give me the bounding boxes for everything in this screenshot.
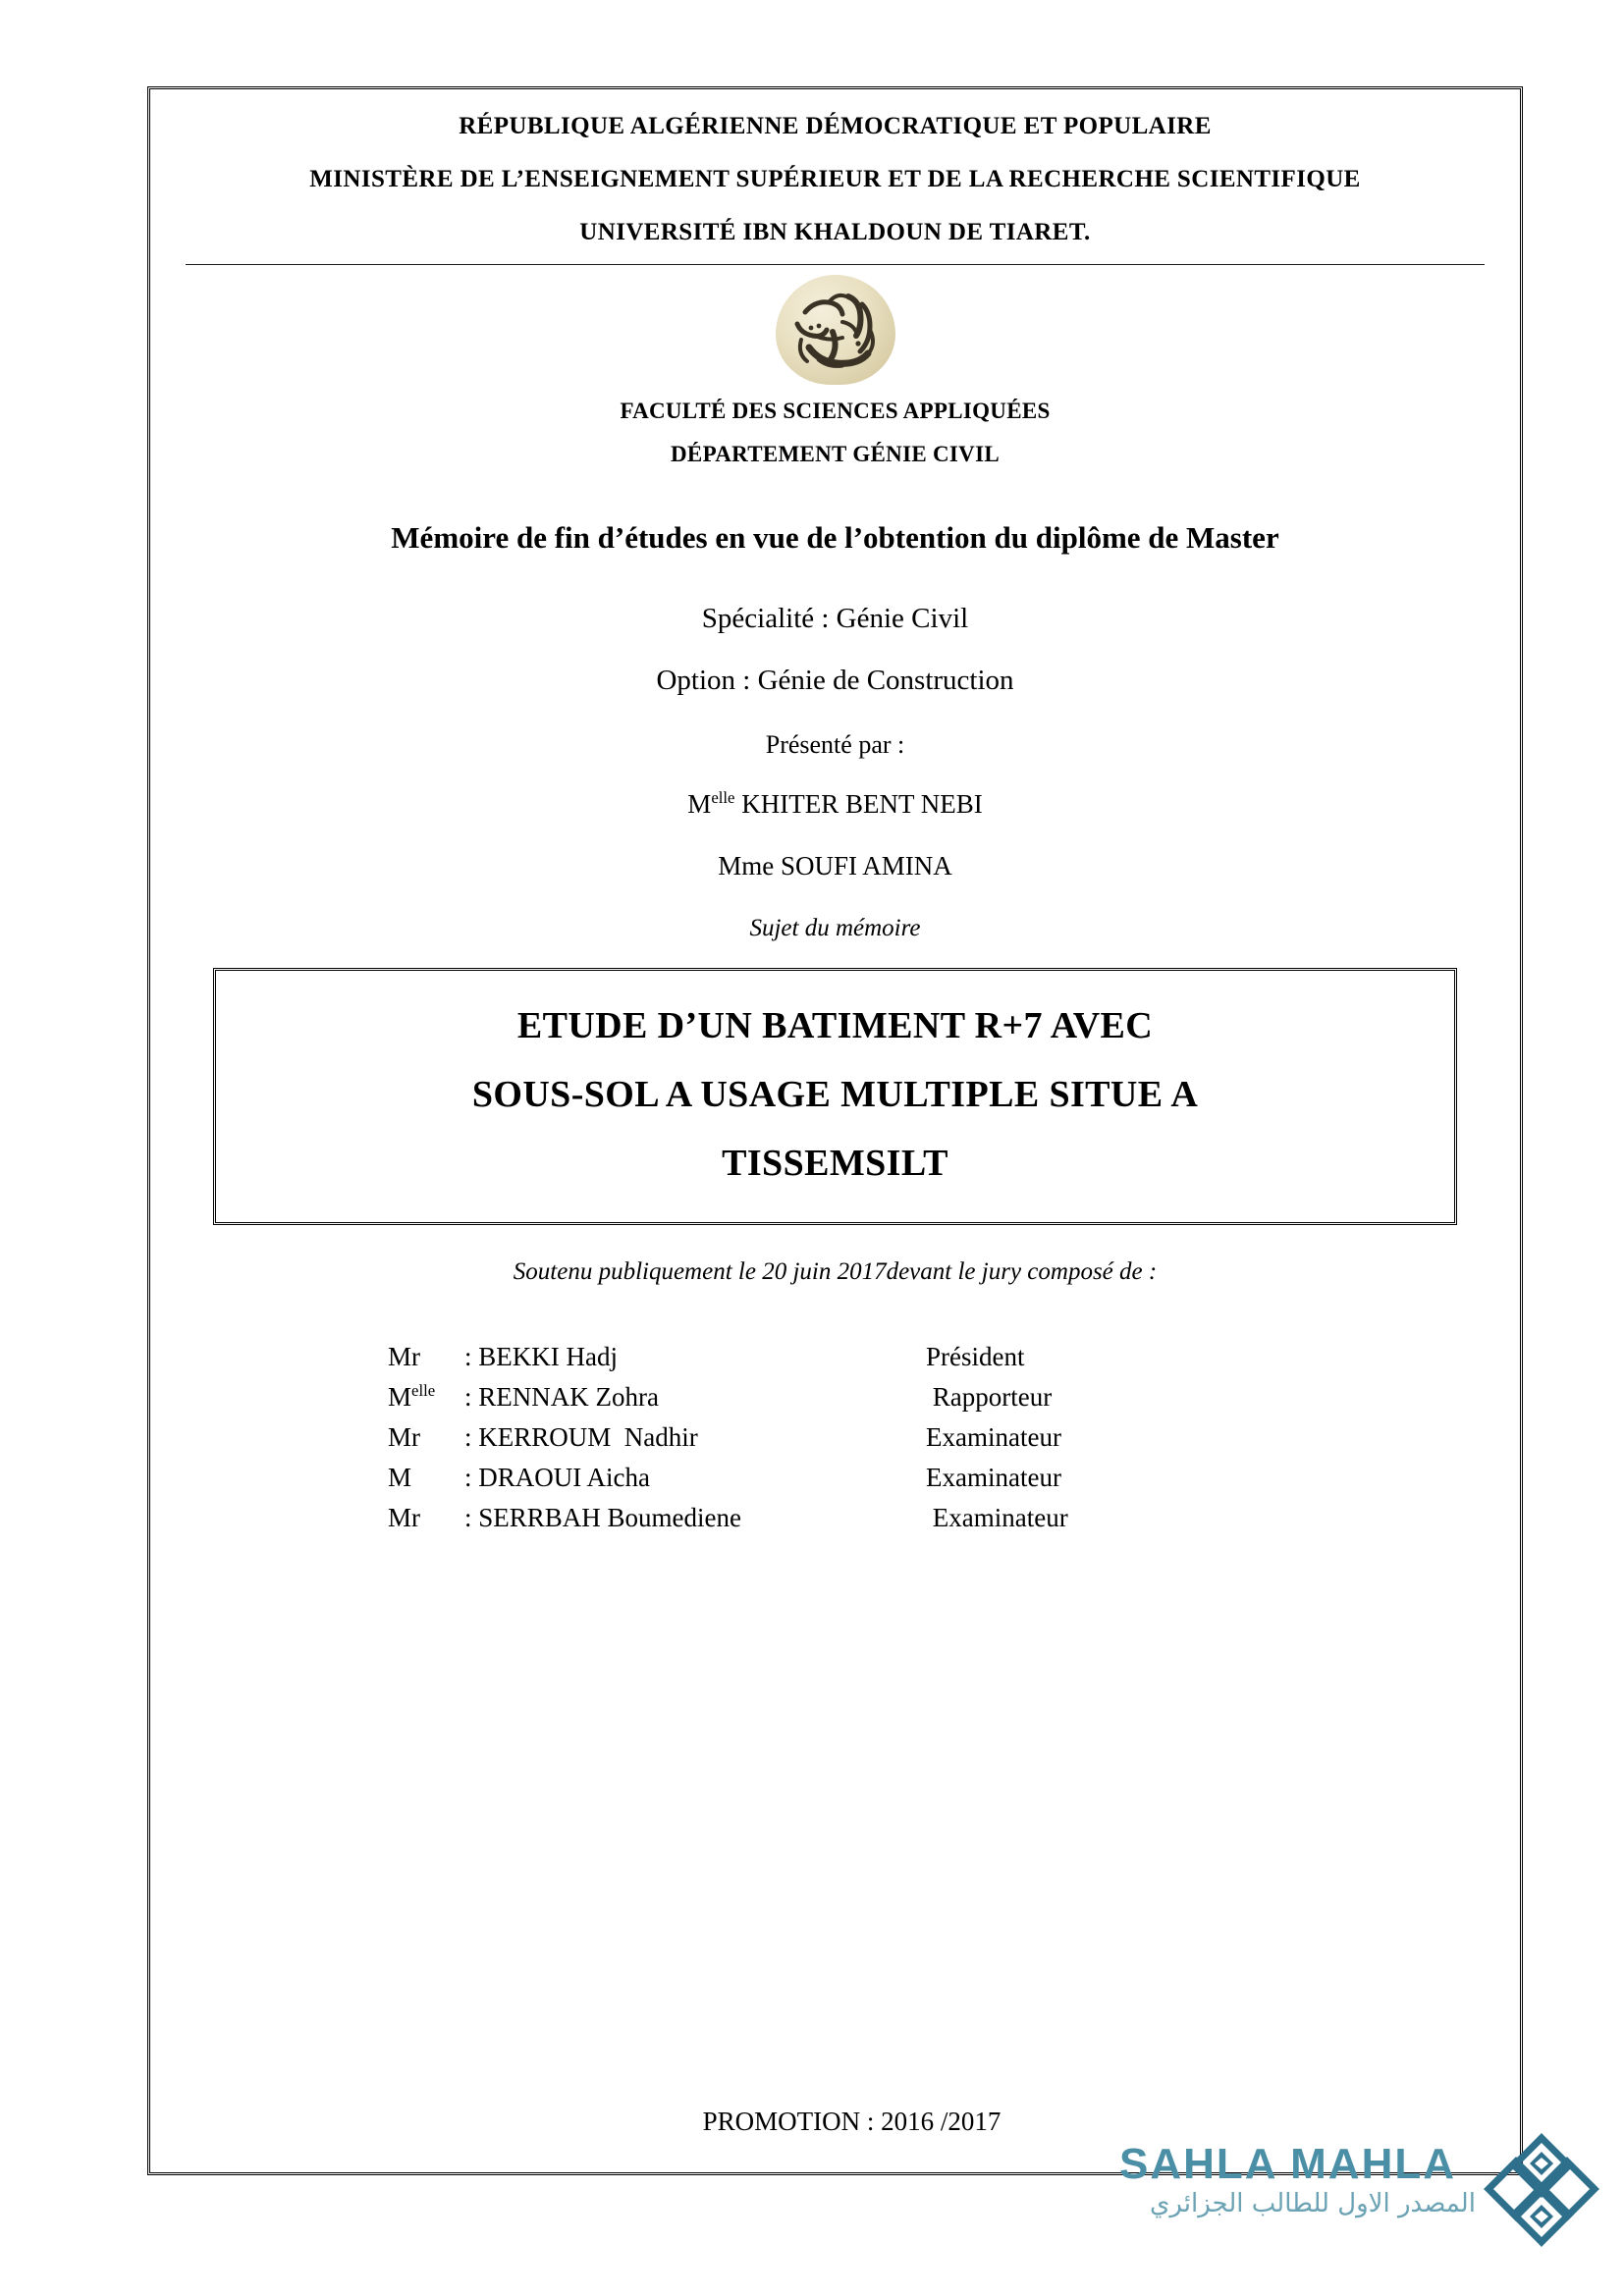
- jury-role: Examinateur: [926, 1422, 1061, 1452]
- department-name: DÉPARTEMENT GÉNIE CIVIL: [671, 442, 1000, 466]
- faculty-name: FACULTÉ DES SCIENCES APPLIQUÉES: [620, 399, 1051, 423]
- sujet-du-memoire-label: Sujet du mémoire: [749, 915, 921, 941]
- table-row: [388, 1458, 1068, 1498]
- jury-name: [464, 1377, 926, 1417]
- thesis-title-line-3: TISSEMSILT: [722, 1143, 948, 1184]
- thesis-title-line-1: ETUDE D’UN BATIMENT R+7 AVEC: [516, 1005, 1154, 1046]
- specialty-block: [186, 603, 1485, 760]
- university-seal-icon: [776, 275, 895, 385]
- faculty-block: [186, 399, 1485, 467]
- jury-role: Rapporteur: [926, 1382, 1053, 1412]
- header-line-ministry: MINISTÈRE DE L’ENSEIGNEMENT SUPÉRIEUR ET DE LA RECHERCHE SCIENTIFIQUE: [309, 166, 1361, 192]
- jury-role: Examinateur: [926, 1463, 1061, 1492]
- jury-name: [464, 1498, 926, 1538]
- jury-name: [464, 1337, 926, 1377]
- jury-table: [388, 1337, 1068, 1538]
- jury-role: Examinateur: [926, 1503, 1068, 1532]
- promotion-footer: PROMOTION : 2016 /2017: [702, 2107, 1001, 2136]
- thesis-title-line-2: SOUS-SOL A USAGE MULTIPLE SITUE A: [471, 1074, 1199, 1115]
- jury-name-text: DRAOUI Aicha: [478, 1463, 650, 1492]
- author-entry: [186, 851, 1485, 881]
- specialite-line: Spécialité : Génie Civil: [701, 603, 969, 634]
- header-line-university: UNIVERSITÉ IBN KHALDOUN DE TIARET.: [579, 219, 1091, 245]
- table-row: [388, 1377, 1068, 1417]
- jury-name: [464, 1458, 926, 1498]
- jury-name: [464, 1417, 926, 1458]
- jury-separator: :: [464, 1463, 479, 1492]
- jury-separator: :: [464, 1382, 479, 1412]
- jury-civility-text: M: [388, 1382, 412, 1412]
- jury-civility: [388, 1458, 464, 1498]
- document-header: [186, 113, 1485, 246]
- option-line: Option : Génie de Construction: [656, 665, 1014, 696]
- jury-civility: [388, 1417, 464, 1458]
- author-entry: [186, 789, 1485, 820]
- logo-container: [186, 275, 1485, 385]
- memoire-headline: Mémoire de fin d’études en vue de l’obtention du diplôme de Master: [391, 520, 1279, 555]
- jury-name-text: RENNAK Zohra: [478, 1382, 659, 1412]
- table-row: [388, 1417, 1068, 1458]
- page-border-frame: [147, 86, 1523, 2175]
- jury-civility-text: Mr: [388, 1503, 420, 1532]
- authors-block: [186, 789, 1485, 881]
- jury-role: Président: [926, 1342, 1025, 1371]
- jury-civility: [388, 1377, 464, 1417]
- thesis-title-box: [213, 968, 1457, 1225]
- jury-civility: [388, 1337, 464, 1377]
- jury-civility-text: Mr: [388, 1342, 420, 1371]
- defense-date-line: Soutenu publiquement le 20 juin 2017devant le jury composé de :: [513, 1258, 1158, 1285]
- jury-name-text: KERROUM Nadhir: [478, 1422, 698, 1452]
- author-name-text: SOUFI AMINA: [774, 851, 952, 881]
- watermark-brand-text: SAHLA MAHLA: [1119, 2140, 1456, 2188]
- jury-name-text: SERRBAH Boumediene: [478, 1503, 742, 1532]
- jury-civility-text: M: [388, 1463, 412, 1492]
- jury-civility-text: Mr: [388, 1422, 420, 1452]
- author-civility-superscript: elle: [711, 788, 735, 807]
- jury-name-text: BEKKI Hadj: [478, 1342, 618, 1371]
- jury-separator: :: [464, 1422, 479, 1452]
- presente-par-label: Présenté par :: [765, 730, 905, 759]
- jury-table-body: [388, 1337, 1068, 1538]
- jury-civility: [388, 1498, 464, 1538]
- author-name-text: KHITER BENT NEBI: [741, 789, 983, 819]
- author-civility: Mme: [718, 851, 775, 881]
- page-content: [150, 89, 1520, 2172]
- jury-separator: :: [464, 1503, 479, 1532]
- header-line-republic: RÉPUBLIQUE ALGÉRIENNE DÉMOCRATIQUE ET POPULAIRE: [459, 113, 1212, 139]
- jury-separator: :: [464, 1342, 479, 1371]
- header-divider: [186, 264, 1485, 265]
- watermark-arabic-tagline: المصدر الاول للطالب الجزائري: [1150, 2189, 1476, 2218]
- jury-civility-superscript: elle: [411, 1381, 436, 1400]
- table-row: [388, 1498, 1068, 1538]
- author-civility: M: [687, 789, 712, 819]
- table-row: [388, 1337, 1068, 1377]
